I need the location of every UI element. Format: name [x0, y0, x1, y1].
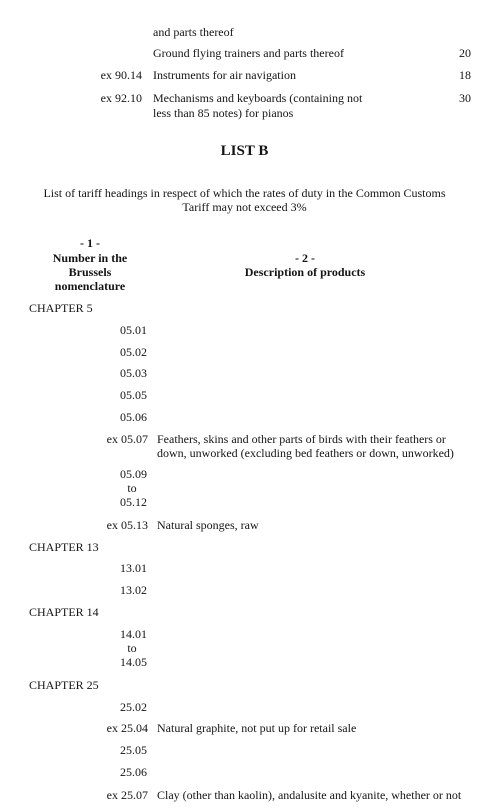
- col1-header: Number in the: [52, 251, 128, 265]
- desc-text: Instruments for air navigation: [153, 68, 296, 82]
- tariff-code: ex 25.04: [106, 721, 148, 735]
- desc-text: Natural graphite, not put up for retail sale: [157, 721, 357, 735]
- tariff-code: 05.03: [120, 366, 147, 380]
- col1-header: Brussels: [68, 265, 112, 279]
- tariff-code: 25.06: [120, 765, 147, 779]
- desc-text: less than 85 notes) for pianos: [153, 106, 294, 120]
- list-intro-line: Tariff may not exceed 3%: [182, 200, 307, 214]
- tariff-code: ex 25.07: [106, 788, 148, 802]
- rate-value: 20: [459, 46, 471, 60]
- range-to: to: [127, 641, 137, 655]
- col2-header: Description of products: [244, 265, 366, 279]
- chapter-heading: CHAPTER 14: [29, 605, 99, 619]
- desc-text: Feathers, skins and other parts of birds with their feathers or: [157, 432, 446, 446]
- tariff-code: 05.12: [120, 495, 147, 509]
- tariff-code: 14.05: [120, 655, 147, 669]
- desc-text: Mechanisms and keyboards (containing not: [153, 91, 363, 105]
- tariff-code: ex 05.13: [106, 518, 148, 532]
- col2-header: - 2 -: [295, 251, 315, 265]
- tariff-code: 05.01: [120, 323, 147, 337]
- tariff-code: 05.09: [120, 467, 147, 481]
- tariff-code: ex 92.10: [100, 91, 142, 105]
- tariff-code: ex 05.07: [106, 432, 148, 446]
- tariff-code: 05.06: [120, 410, 147, 424]
- col1-header: nomenclature: [54, 279, 126, 293]
- desc-text: Natural sponges, raw: [157, 518, 259, 532]
- chapter-heading: CHAPTER 5: [29, 301, 93, 315]
- tariff-code: 05.05: [120, 388, 147, 402]
- tariff-code: ex 90.14: [100, 68, 142, 82]
- chapter-heading: CHAPTER 25: [29, 678, 99, 692]
- desc-text: down, unworked (excluding bed feathers or down, unworked): [157, 446, 454, 460]
- list-title: LIST B: [220, 143, 269, 159]
- desc-text: and parts thereof: [153, 25, 234, 39]
- rate-value: 30: [459, 91, 471, 105]
- rate-value: 18: [459, 68, 471, 82]
- col1-header: - 1 -: [80, 236, 100, 250]
- list-intro-line: List of tariff headings in respect of which the rates of duty in the Common Customs: [43, 186, 446, 200]
- tariff-code: 05.02: [120, 345, 147, 359]
- tariff-code: 13.01: [120, 561, 147, 575]
- chapter-heading: CHAPTER 13: [29, 540, 99, 554]
- tariff-code: 14.01: [120, 627, 147, 641]
- tariff-code: 13.02: [120, 583, 147, 597]
- tariff-code: 25.05: [120, 743, 147, 757]
- desc-text: Ground flying trainers and parts thereof: [153, 46, 344, 60]
- range-to: to: [127, 481, 137, 495]
- desc-text: Clay (other than kaolin), andalusite and kyanite, whether or not: [157, 788, 462, 802]
- tariff-code: 25.02: [120, 700, 147, 714]
